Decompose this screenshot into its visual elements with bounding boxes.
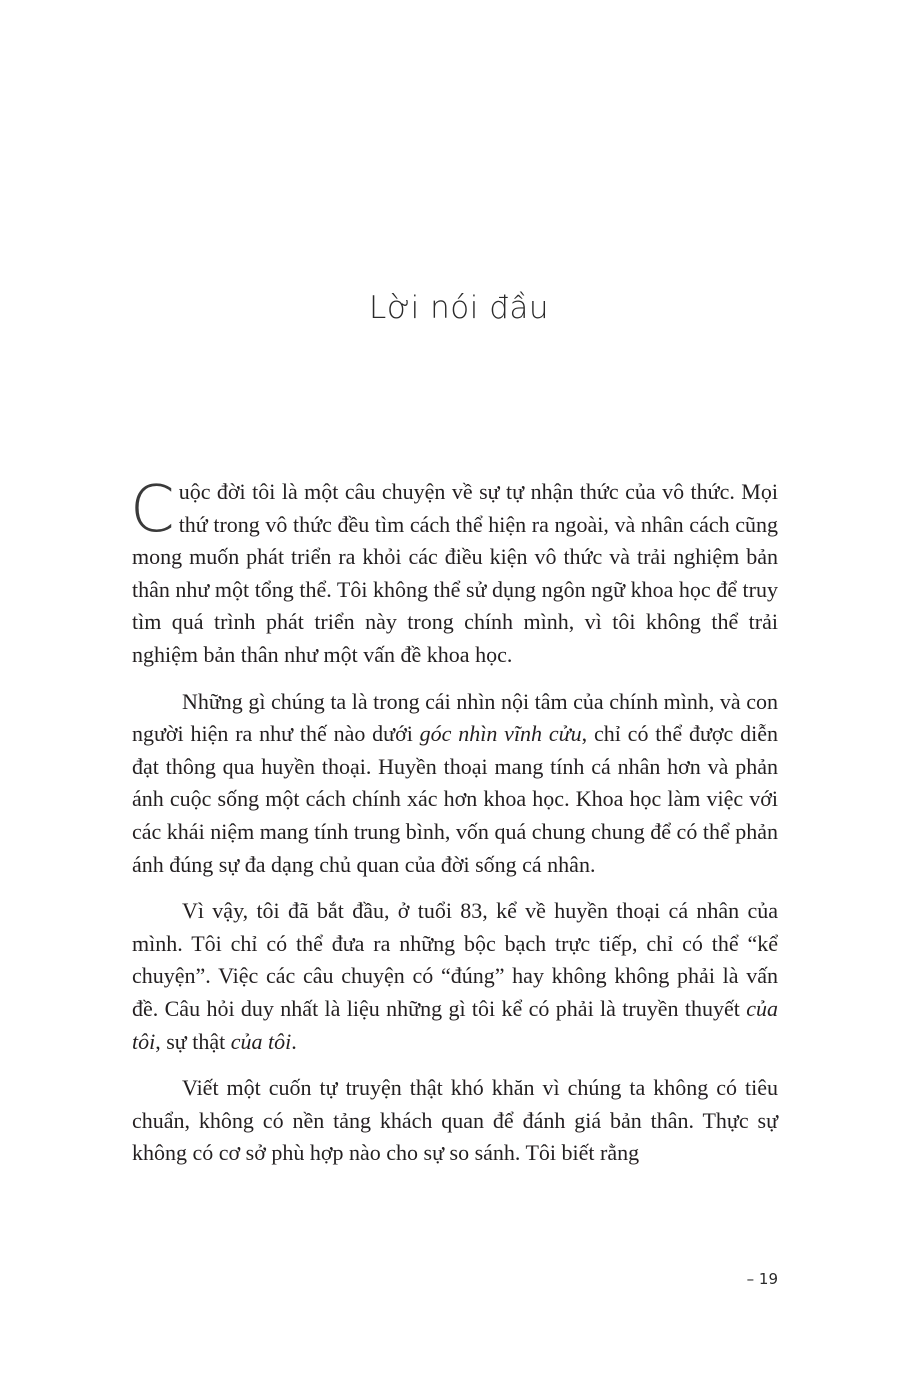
- paragraph-3-text-b: , sự thật: [155, 1028, 231, 1054]
- paragraph-3-text-c: .: [291, 1028, 297, 1054]
- page-title: Lời nói đầu: [368, 290, 550, 326]
- paragraph-2-text-b: , chỉ có thể được diễn đạt thông qua huyền thoại. Huyền thoại mang tính cá nhân hơn và phản ánh cuộc sống một cách chính xác hơn khoa học. Khoa học làm việc với các khái niệm mang tính trung bình, vốn quá chung chung để có thể phản ánh đúng sự đa dạng chủ quan của đời sống cá nhân.: [132, 721, 778, 877]
- paragraph-1: [130, 473, 778, 672]
- drop-cap: C: [130, 473, 175, 547]
- paragraph-3: [132, 895, 778, 1058]
- paragraph-3-text-a: Vì vậy, tôi đã bắt đầu, ở tuổi 83, kể về huyền thoại cá nhân của mình. Tôi chỉ có thể đưa ra những bộc bạch trực tiếp, chỉ có thể “kể chuyện”. Việc các câu chuyện có “đúng” hay không không phải là vấn đề. Câu hỏi duy nhất là liệu những gì tôi kể có phải là truyền thuyết: [132, 898, 778, 1021]
- body-text: [130, 473, 778, 1184]
- paragraph-4-text: Viết một cuốn tự truyện thật khó khăn vì chúng ta không có tiêu chuẩn, không có nền tảng khách quan để đánh giá bản thân. Thực sự không có cơ sở phù hợp nào cho sự so sánh. Tôi biết rằng: [132, 1075, 778, 1166]
- paragraph-1-text: uộc đời tôi là một câu chuyện về sự tự nhận thức của vô thức. Mọi thứ trong vô thức đều tìm cách thể hiện ra ngoài, và nhân cách cũng mong muốn phát triển ra khỏi các điều kiện vô thức và trải nghiệm bản thân như một tổng thể. Tôi không thể sử dụng ngôn ngữ khoa học để truy tìm quá trình phát triển này trong chính mình, vì tôi không thể trải nghiệm bản thân như một vấn đề khoa học.: [132, 479, 778, 667]
- paragraph-2-text-a: Những gì chúng ta là trong cái nhìn nội tâm của chính mình, và con người hiện ra như thế nào dưới: [132, 688, 778, 747]
- paragraph-3-italic-b: của tôi: [230, 1028, 292, 1054]
- paragraph-4: [132, 1072, 778, 1170]
- page-number: – 19: [746, 1270, 778, 1288]
- paragraph-2: [132, 686, 778, 882]
- paragraph-3-italic-a: của tôi: [132, 995, 778, 1054]
- paragraph-2-italic: góc nhìn vĩnh cửu: [419, 721, 582, 747]
